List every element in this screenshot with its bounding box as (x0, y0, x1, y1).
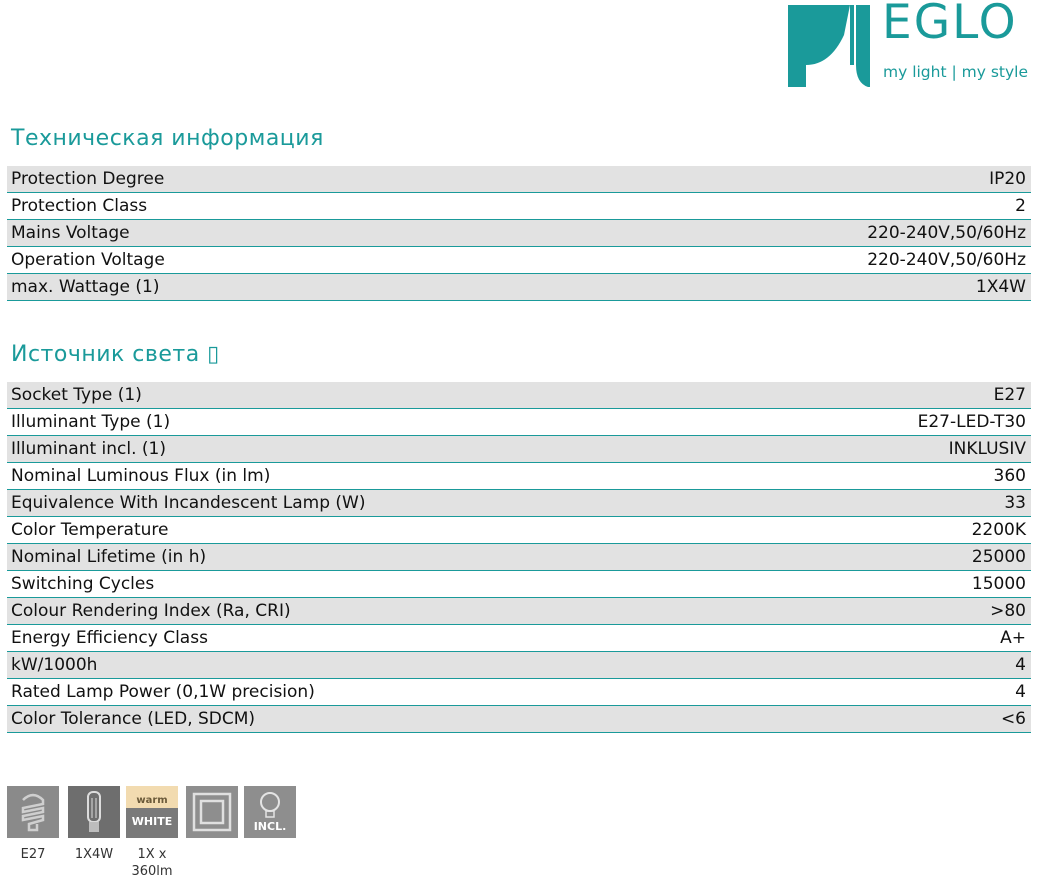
tube-bulb-icon (68, 786, 120, 838)
table-row (7, 652, 1031, 679)
table-row (7, 490, 1031, 517)
table-row (7, 382, 1031, 409)
row-value: 1X4W (975, 277, 1026, 297)
brand-name: EGLO (882, 0, 1018, 50)
row-label: Equivalence With Incandescent Lamp (W) (11, 493, 366, 513)
row-value: 360 (993, 466, 1026, 486)
table-row (7, 625, 1031, 652)
row-label: Switching Cycles (11, 574, 155, 594)
row-value: INKLUSIV (948, 439, 1026, 459)
row-label: kW/1000h (11, 655, 98, 675)
brand-tagline: my light | my style (883, 63, 1028, 81)
icon-label-socket: E27 (20, 847, 46, 862)
table-row (7, 598, 1031, 625)
row-label: Nominal Luminous Flux (in lm) (11, 466, 271, 486)
row-label: Colour Rendering Index (Ra, CRI) (11, 601, 291, 621)
table-row (7, 436, 1031, 463)
row-value: 2200K (971, 520, 1026, 540)
table-row (7, 274, 1031, 301)
row-label: Illuminant Type (1) (11, 412, 171, 432)
white-text: WHITE (131, 815, 173, 828)
row-label: Protection Class (11, 196, 148, 216)
row-value: E27 (993, 385, 1026, 405)
row-value: 220-240V,50/60Hz (867, 223, 1026, 243)
table-row (7, 544, 1031, 571)
row-label: Energy Efficiency Class (11, 628, 208, 648)
table-row (7, 220, 1031, 247)
row-value: 220-240V,50/60Hz (867, 250, 1026, 270)
eglo-logo-icon (788, 5, 870, 87)
row-value: 4 (1015, 682, 1026, 702)
brand-logo (788, 0, 1034, 87)
row-label: Rated Lamp Power (0,1W precision) (11, 682, 315, 702)
row-value: A+ (1000, 628, 1026, 648)
table-row (7, 571, 1031, 598)
row-label: Mains Voltage (11, 223, 130, 243)
table-row (7, 247, 1031, 274)
table-row (7, 679, 1031, 706)
row-label: Operation Voltage (11, 250, 165, 270)
incl-text: INCL. (253, 820, 287, 833)
row-label: max. Wattage (1) (11, 277, 160, 297)
light-table (7, 382, 1031, 733)
row-label: Socket Type (1) (11, 385, 142, 405)
e27-socket-icon (7, 786, 59, 838)
row-value: 25000 (971, 547, 1026, 567)
row-value: 33 (1004, 493, 1026, 513)
bulb-included-icon (244, 786, 296, 838)
row-label: Color Temperature (11, 520, 169, 540)
row-value: E27-LED-T30 (917, 412, 1026, 432)
table-row (7, 166, 1031, 193)
row-value: 4 (1015, 655, 1026, 675)
row-value: >80 (990, 601, 1026, 621)
table-row (7, 193, 1031, 220)
row-label: Protection Degree (11, 169, 165, 189)
row-label: Illuminant incl. (1) (11, 439, 167, 459)
icon-label-wattage: 1X4W (74, 847, 114, 862)
warm-text: warm (136, 795, 168, 806)
tech-table (7, 166, 1031, 301)
row-value: 15000 (971, 574, 1026, 594)
row-label: Nominal Lifetime (in h) (11, 547, 207, 567)
row-value: <6 (1000, 709, 1026, 729)
table-row (7, 517, 1031, 544)
table-row (7, 706, 1031, 733)
row-value: 2 (1015, 196, 1026, 216)
warm-white-icon (126, 786, 178, 838)
row-value: IP20 (989, 169, 1026, 189)
tech-section-title: Техническая информация (11, 126, 324, 151)
protection-class-2-icon (186, 786, 238, 838)
table-row (7, 409, 1031, 436)
light-section-title: Источник света ▯ (11, 342, 220, 367)
row-label: Color Tolerance (LED, SDCM) (11, 709, 256, 729)
table-row (7, 463, 1031, 490)
icon-label-flux: 1X x 360lm (131, 847, 173, 879)
